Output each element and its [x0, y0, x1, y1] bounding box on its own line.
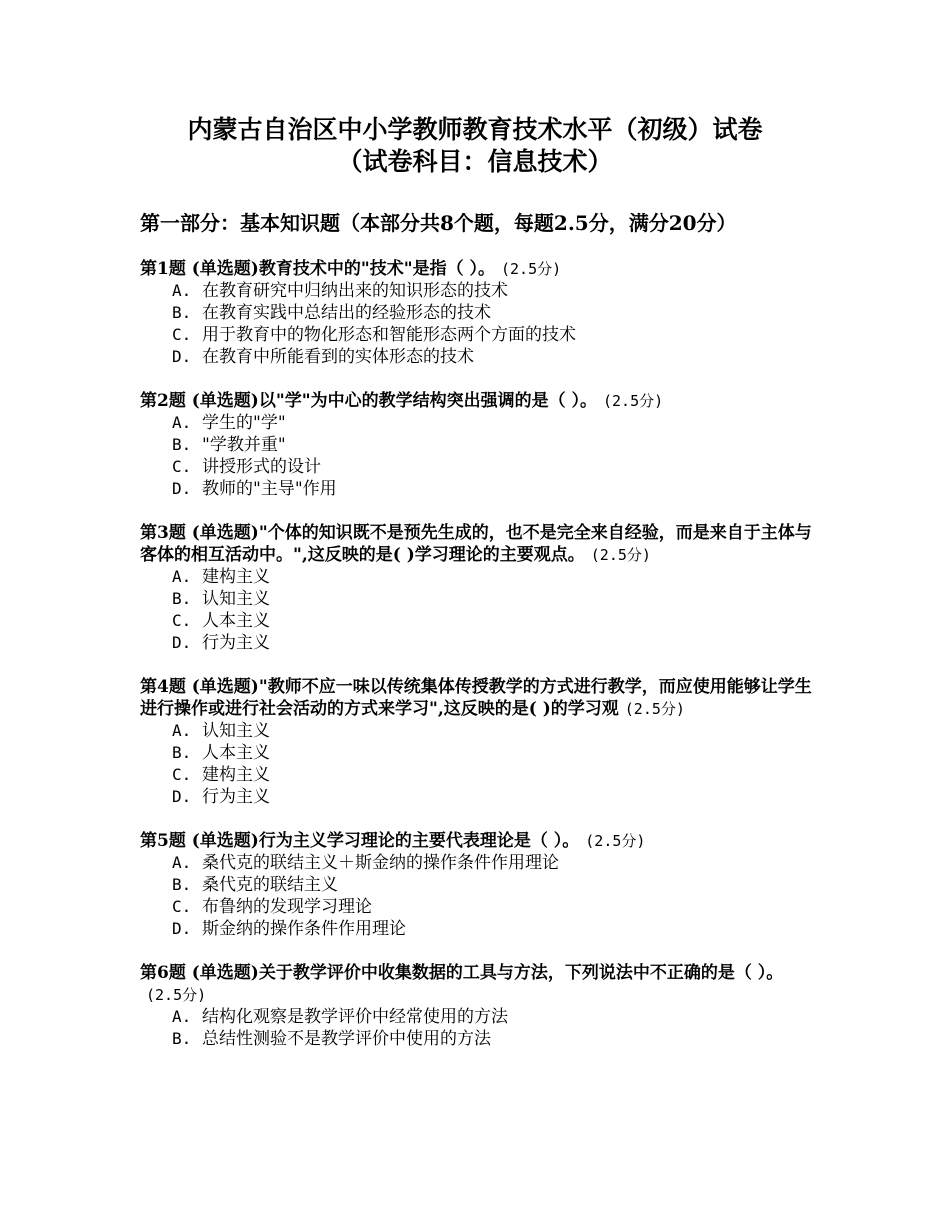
option-text: 认知主义 — [202, 721, 270, 741]
option-text: 桑代克的联结主义 — [202, 875, 338, 895]
question-6 — [140, 962, 820, 1050]
option-letter: C. — [172, 457, 192, 476]
question-text: "教师不应一味以传统集体传授教学的方式进行教学，而应使用能够让学生进行操作或进行社会活动的方式来学习",这反映的是( )的学习观 — [140, 677, 812, 719]
exam-title-line1: 内蒙古自治区中小学教师教育技术水平（初级）试卷 — [187, 115, 763, 144]
option-text: 用于教育中的物化形态和智能形态两个方面的技术 — [202, 325, 576, 345]
option-letter: D. — [172, 919, 192, 938]
question-type: (单选题) — [191, 259, 259, 279]
question-number: 第3题 — [140, 523, 186, 543]
question-1 — [140, 258, 820, 368]
question-2 — [140, 390, 820, 500]
option-list — [140, 852, 820, 940]
option-list — [140, 720, 820, 808]
question-list — [140, 258, 820, 1072]
option-a — [172, 852, 820, 874]
option-text: 在教育实践中总结出的经验形态的技术 — [202, 303, 491, 323]
question-number: 第5题 — [140, 831, 186, 851]
exam-title — [0, 114, 950, 178]
option-letter: B. — [172, 1029, 192, 1048]
option-b — [172, 874, 820, 896]
option-b — [172, 434, 820, 456]
question-stem — [140, 390, 820, 412]
option-c — [172, 896, 820, 918]
question-text: 教育技术中的"技术"是指（ ）。 — [258, 259, 495, 279]
option-letter: B. — [172, 743, 192, 762]
question-4 — [140, 676, 820, 808]
option-letter: A. — [172, 281, 192, 300]
option-letter: B. — [172, 875, 192, 894]
option-c — [172, 456, 820, 478]
option-text: 认知主义 — [202, 589, 270, 609]
question-score: (2.5分) — [603, 392, 664, 410]
option-text: 行为主义 — [202, 633, 270, 653]
option-text: 建构主义 — [202, 765, 270, 785]
option-a — [172, 720, 820, 742]
question-type: (单选题) — [191, 677, 259, 697]
question-number: 第1题 — [140, 259, 186, 279]
option-text: 桑代克的联结主义＋斯金纳的操作条件作用理论 — [202, 853, 559, 873]
option-text: 斯金纳的操作条件作用理论 — [202, 919, 406, 939]
question-text: "个体的知识既不是预先生成的，也不是完全来自经验，而是来自于主体与客体的相互活动中。",这反映的是( )学习理论的主要观点。 — [140, 523, 812, 565]
question-stem — [140, 522, 820, 566]
question-text: 关于教学评价中收集数据的工具与方法，下列说法中不正确的是（ ）。 — [258, 963, 784, 983]
question-number: 第4题 — [140, 677, 186, 697]
option-d — [172, 346, 820, 368]
question-type: (单选题) — [191, 391, 259, 411]
option-list — [140, 1006, 820, 1050]
option-text: 人本主义 — [202, 611, 270, 631]
option-letter: C. — [172, 765, 192, 784]
exam-title-line2: （试卷科目：信息技术） — [337, 147, 613, 176]
option-b — [172, 588, 820, 610]
question-text: 以"学"为中心的教学结构突出强调的是（ ）。 — [258, 391, 597, 411]
option-letter: B. — [172, 589, 192, 608]
question-score: (2.5分) — [585, 832, 646, 850]
option-letter: D. — [172, 633, 192, 652]
option-text: 结构化观察是教学评价中经常使用的方法 — [202, 1007, 508, 1027]
option-text: 行为主义 — [202, 787, 270, 807]
option-list — [140, 412, 820, 500]
option-letter: A. — [172, 853, 192, 872]
option-text: 在教育研究中归纳出来的知识形态的技术 — [202, 281, 508, 301]
option-letter: D. — [172, 787, 192, 806]
question-stem — [140, 962, 820, 1006]
question-type: (单选题) — [191, 831, 259, 851]
option-c — [172, 610, 820, 632]
option-text: 布鲁纳的发现学习理论 — [202, 897, 372, 917]
option-letter: B. — [172, 435, 192, 454]
question-score: (2.5分) — [590, 546, 651, 564]
option-d — [172, 632, 820, 654]
option-letter: A. — [172, 413, 192, 432]
option-letter: C. — [172, 611, 192, 630]
option-a — [172, 1006, 820, 1028]
option-text: 在教育中所能看到的实体形态的技术 — [202, 347, 474, 367]
option-d — [172, 786, 820, 808]
option-d — [172, 918, 820, 940]
option-list — [140, 280, 820, 368]
option-text: 教师的"主导"作用 — [202, 479, 337, 499]
option-letter: A. — [172, 721, 192, 740]
option-letter: B. — [172, 303, 192, 322]
option-text: 建构主义 — [202, 567, 270, 587]
question-3 — [140, 522, 820, 654]
option-a — [172, 566, 820, 588]
option-text: 讲授形式的设计 — [202, 457, 321, 477]
option-c — [172, 324, 820, 346]
option-letter: D. — [172, 347, 192, 366]
option-b — [172, 302, 820, 324]
question-number: 第2题 — [140, 391, 186, 411]
option-letter: A. — [172, 567, 192, 586]
question-stem — [140, 676, 820, 720]
question-type: (单选题) — [191, 963, 259, 983]
option-text: 人本主义 — [202, 743, 270, 763]
option-d — [172, 478, 820, 500]
option-letter: C. — [172, 325, 192, 344]
question-stem — [140, 258, 820, 280]
question-5 — [140, 830, 820, 940]
option-b — [172, 1028, 820, 1050]
section-heading: 第一部分：基本知识题（本部分共8个题，每题2.5分，满分20分） — [140, 211, 737, 235]
option-letter: C. — [172, 897, 192, 916]
option-text: 学生的"学" — [202, 413, 286, 433]
option-a — [172, 412, 820, 434]
question-score: (2.5分) — [501, 260, 562, 278]
option-b — [172, 742, 820, 764]
option-text: 总结性测验不是教学评价中使用的方法 — [202, 1029, 491, 1049]
option-list — [140, 566, 820, 654]
option-c — [172, 764, 820, 786]
option-text: "学教并重" — [202, 435, 286, 455]
question-stem — [140, 830, 820, 852]
question-score: (2.5分) — [624, 700, 685, 718]
question-type: (单选题) — [191, 523, 259, 543]
option-letter: A. — [172, 1007, 192, 1026]
question-text: 行为主义学习理论的主要代表理论是（ ）。 — [258, 831, 580, 851]
option-a — [172, 280, 820, 302]
question-score: (2.5分) — [146, 986, 207, 1004]
option-letter: D. — [172, 479, 192, 498]
question-number: 第6题 — [140, 963, 186, 983]
